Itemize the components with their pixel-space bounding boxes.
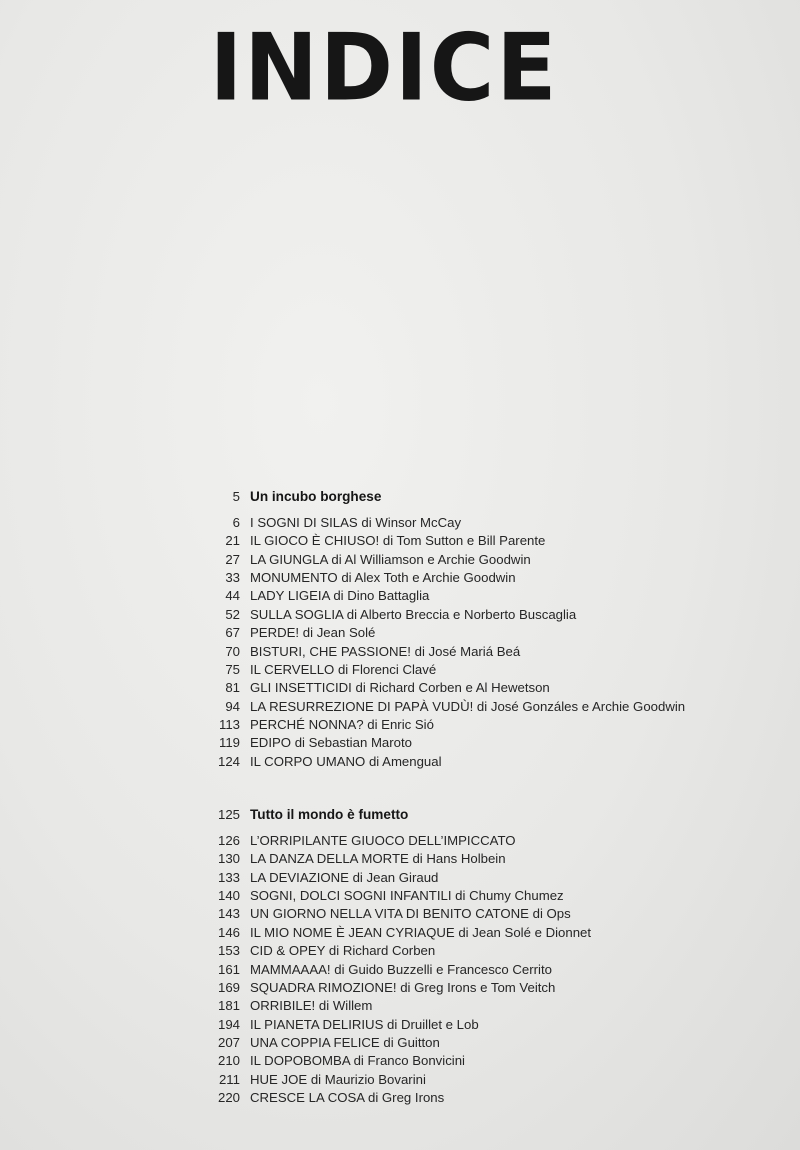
entry-title: LA DEVIAZIONE di Jean Giraud (250, 869, 439, 885)
entry-page-number: 6 (232, 515, 240, 530)
entry-page-number: 21 (225, 533, 240, 549)
entry-page-number: 94 (225, 698, 240, 714)
entry-page-number: 161 (217, 961, 240, 977)
entry-title: LA GIUNGLA di Al Williamson e Archie Goodwin (250, 551, 531, 567)
entry-page-number: 33 (225, 570, 240, 585)
entry-title: IL DOPOBOMBA di Franco Bonvicini (250, 1053, 465, 1069)
entry-title: I SOGNI DI SILAS di Winsor McCay (250, 515, 462, 530)
entry-title: EDIPO di Sebastian Maroto (250, 735, 412, 751)
entry-page-number: 75 (225, 661, 240, 677)
toc-entry (0, 924, 800, 942)
toc-entry (0, 551, 800, 569)
entry-page-number: 220 (217, 1089, 240, 1105)
toc-entry (0, 734, 800, 752)
entry-page-number: 133 (217, 869, 240, 885)
entry-title: UNA COPPIA FELICE di Guitton (250, 1034, 440, 1050)
toc-entry (0, 643, 800, 661)
toc-entry (0, 514, 800, 532)
entry-title: BISTURI, CHE PASSIONE! di José Mariá Beá (250, 643, 521, 659)
toc-entry (0, 698, 800, 716)
toc-entry (0, 905, 800, 923)
toc-entry (0, 961, 800, 979)
toc-entry (0, 1052, 800, 1070)
entry-page-number: 119 (218, 735, 240, 751)
entry-page-number: 124 (217, 753, 240, 769)
entry-page-number: 153 (217, 943, 240, 959)
entry-title: SULLA SOGLIA di Alberto Breccia e Norberto Buscaglia (250, 606, 577, 622)
toc-entry (0, 606, 800, 624)
entry-page-number: 126 (217, 833, 240, 848)
entry-page-number: 181 (217, 998, 240, 1014)
toc-entry (0, 587, 800, 605)
toc-entry (0, 569, 800, 587)
entry-page-number: 207 (217, 1034, 240, 1050)
entry-title: SOGNI, DOLCI SOGNI INFANTILI di Chumy Chumez (250, 888, 564, 903)
entry-page-number: 140 (217, 888, 240, 903)
toc-entry (0, 869, 800, 887)
entry-title: LA RESURREZIONE DI PAPÀ VUDÙ! di José Gonzáles e Archie Goodwin (250, 698, 686, 714)
entry-page-number: 130 (217, 851, 240, 867)
entry-title: LA DANZA DELLA MORTE di Hans Holbein (250, 851, 506, 867)
entry-title: IL CORPO UMANO di Amengual (250, 753, 442, 769)
entry-title: IL MIO NOME È JEAN CYRIAQUE di Jean Solé e Dionnet (250, 924, 592, 940)
entry-title: IL PIANETA DELIRIUS di Druillet e Lob (250, 1016, 479, 1032)
toc-entry (0, 997, 800, 1015)
entry-title: PERDE! di Jean Solé (250, 625, 376, 641)
entry-page-number: 146 (217, 924, 240, 940)
toc-entry (0, 624, 800, 642)
toc-entry (0, 850, 800, 868)
entry-page-number: 194 (217, 1016, 240, 1032)
entry-page-number: 210 (217, 1053, 240, 1069)
entry-page-number: 143 (217, 906, 240, 922)
section-title: Un incubo borghese (250, 489, 382, 504)
toc-entry (0, 942, 800, 960)
entry-title: CRESCE LA COSA di Greg Irons (250, 1089, 445, 1105)
section-page-number: 5 (232, 489, 240, 504)
entry-page-number: 113 (218, 716, 240, 732)
toc-entry (0, 753, 800, 771)
toc-entry (0, 661, 800, 679)
entry-title: MAMMAAAA! di Guido Buzzelli e Francesco Cerrito (250, 961, 552, 977)
section-heading (0, 806, 800, 824)
entry-page-number: 81 (225, 680, 240, 696)
entry-page-number: 211 (218, 1071, 240, 1087)
entry-title: HUE JOE di Maurizio Bovarini (250, 1071, 426, 1087)
toc-entry (0, 1016, 800, 1034)
toc-entry (0, 832, 800, 850)
section-page-number: 125 (217, 807, 240, 822)
section-title: Tutto il mondo è fumetto (250, 807, 409, 822)
page-title: INDICE (209, 13, 559, 122)
toc-entry (0, 716, 800, 734)
toc-entry (0, 532, 800, 550)
toc-entry (0, 1071, 800, 1089)
entry-title: GLI INSETTICIDI di Richard Corben e Al Hewetson (250, 680, 550, 696)
entry-title: PERCHÉ NONNA? di Enric Sió (250, 716, 434, 732)
entry-page-number: 52 (225, 606, 240, 622)
entry-title: MONUMENTO di Alex Toth e Archie Goodwin (250, 570, 516, 585)
toc-entry (0, 979, 800, 997)
toc-entry (0, 1034, 800, 1052)
entry-page-number: 70 (225, 643, 240, 659)
entry-title: UN GIORNO NELLA VITA DI BENITO CATONE di Ops (250, 906, 571, 922)
entry-page-number: 44 (225, 588, 240, 604)
entry-title: ORRIBILE! di Willem (250, 998, 373, 1014)
toc-entry (0, 679, 800, 697)
entry-title: CID & OPEY di Richard Corben (250, 943, 436, 959)
entry-title: LADY LIGEIA di Dino Battaglia (250, 588, 430, 604)
toc-entry (0, 1089, 800, 1107)
entry-page-number: 67 (225, 625, 240, 641)
entry-page-number: 27 (225, 551, 240, 567)
entry-page-number: 169 (217, 979, 240, 995)
entry-title: L’ORRIPILANTE GIUOCO DELL’IMPICCATO (250, 833, 516, 848)
toc-entry (0, 887, 800, 905)
entry-title: IL CERVELLO di Florenci Clavé (250, 661, 437, 677)
section-heading (0, 488, 800, 506)
entry-title: IL GIOCO È CHIUSO! di Tom Sutton e Bill Parente (250, 533, 546, 549)
entry-title: SQUADRA RIMOZIONE! di Greg Irons e Tom Veitch (250, 979, 556, 995)
